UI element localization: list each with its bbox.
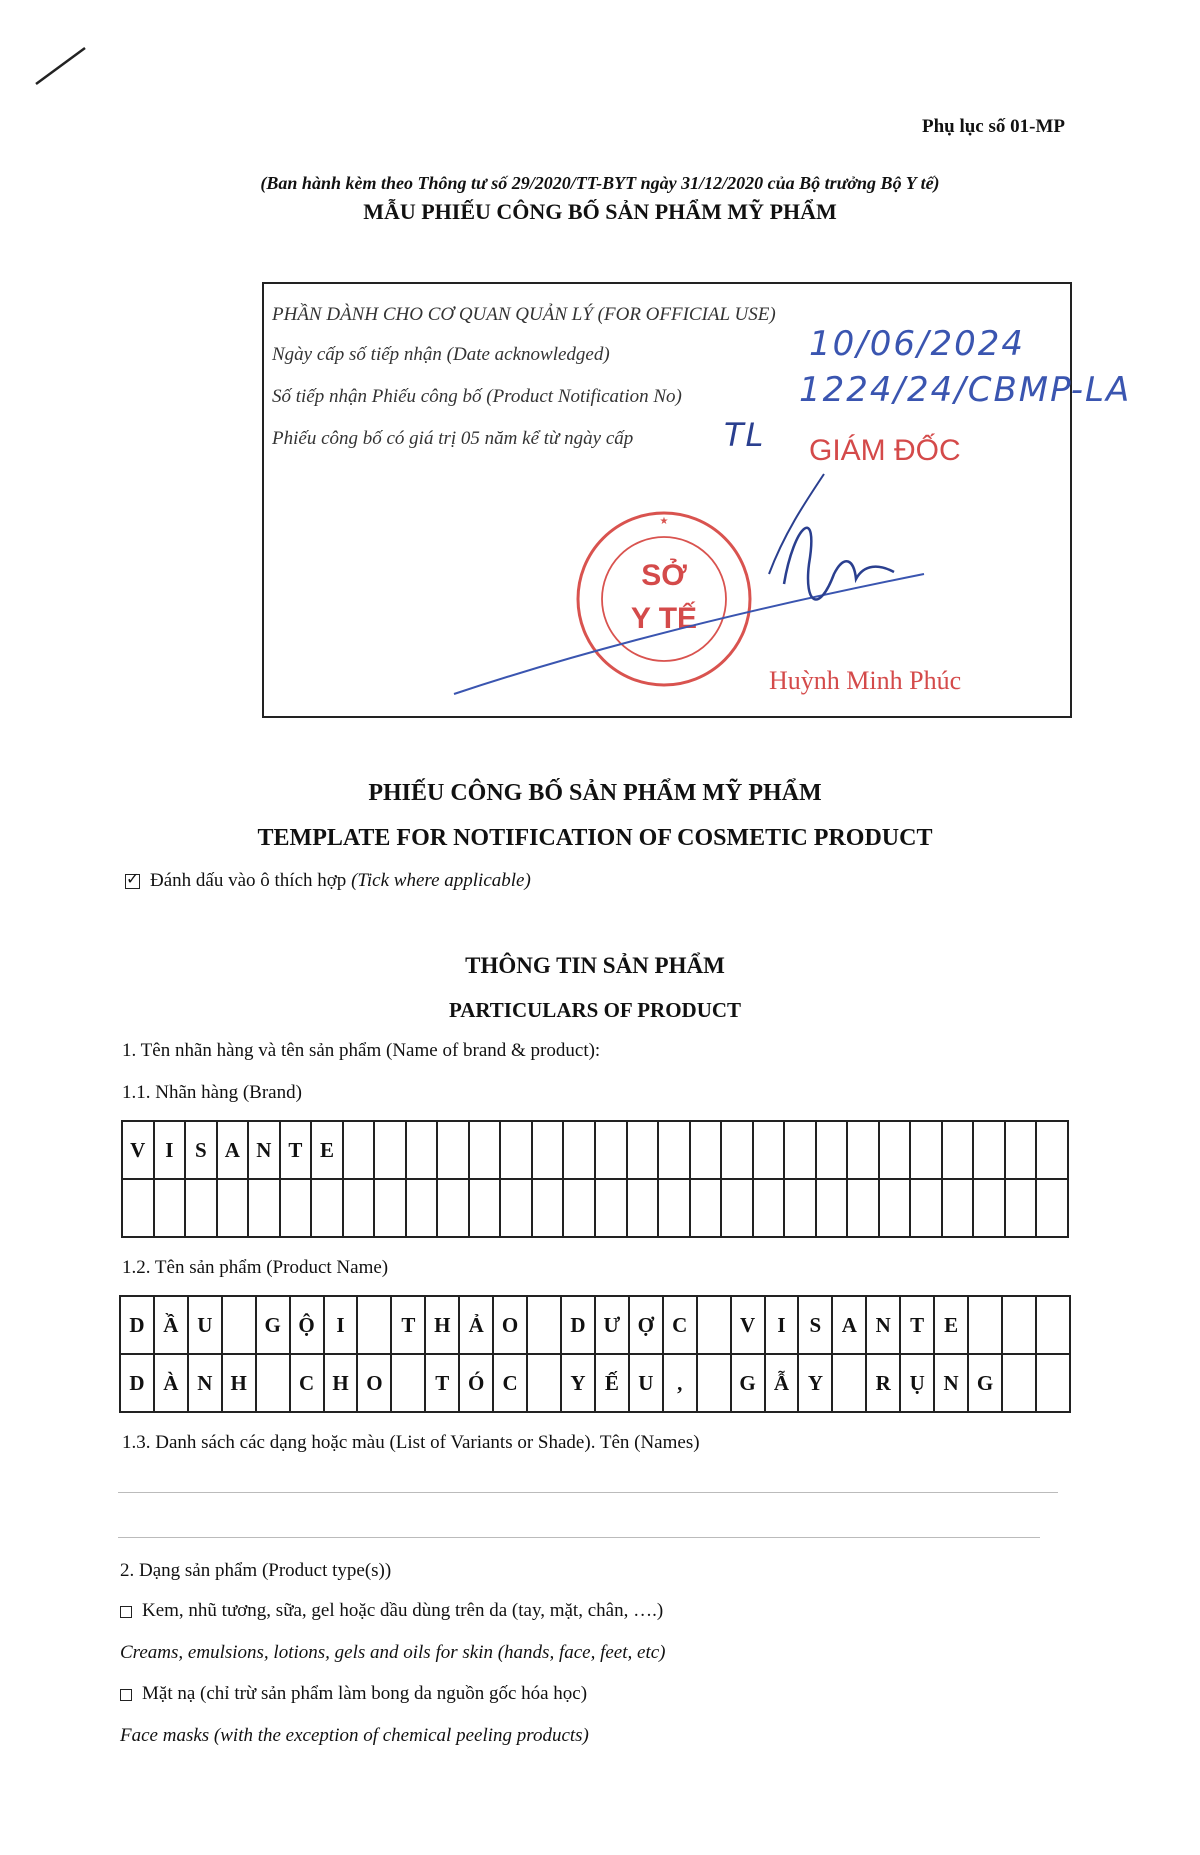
- grid-cell: U: [188, 1296, 222, 1354]
- signer-name: Huỳnh Minh Phúc: [769, 666, 962, 695]
- grid-cell: [784, 1179, 816, 1237]
- grid-cell: [1036, 1121, 1068, 1179]
- grid-cell: H: [425, 1296, 459, 1354]
- grid-cell: [721, 1121, 753, 1179]
- grid-cell: S: [185, 1121, 217, 1179]
- option-2-vn: Mặt nạ (chỉ trừ sản phẩm làm bong da nguồn gốc hóa học): [142, 1683, 588, 1704]
- grid-cell: A: [832, 1296, 866, 1354]
- tick-instruction: [125, 870, 531, 892]
- grid-cell: [753, 1179, 785, 1237]
- grid-cell: [627, 1121, 659, 1179]
- grid-cell: A: [217, 1121, 249, 1179]
- grid-cell: [816, 1121, 848, 1179]
- grid-cell: G: [256, 1296, 290, 1354]
- grid-cell: O: [493, 1296, 527, 1354]
- brand-grid: [121, 1120, 1069, 1238]
- grid-cell: E: [311, 1121, 343, 1179]
- svg-text:★: ★: [659, 516, 669, 527]
- grid-cell: Ợ: [629, 1296, 663, 1354]
- issued-by-note: (Ban hành kèm theo Thông tư số 29/2020/TT-BYT ngày 31/12/2020 của Bộ trưởng Bộ Y tế): [260, 173, 940, 193]
- grid-cell: ,: [663, 1354, 697, 1412]
- grid-cell: C: [663, 1296, 697, 1354]
- grid-cell: [690, 1179, 722, 1237]
- item-1-1-label: 1.1. Nhãn hàng (Brand): [122, 1082, 302, 1103]
- grid-cell: G: [731, 1354, 765, 1412]
- grid-cell: [406, 1121, 438, 1179]
- grid-cell: [658, 1121, 690, 1179]
- grid-cell: Y: [798, 1354, 832, 1412]
- grid-cell: [563, 1121, 595, 1179]
- grid-cell: [527, 1354, 561, 1412]
- main-title-vn: PHIẾU CÔNG BỐ SẢN PHẨM MỸ PHẨM: [368, 780, 822, 806]
- grid-cell: [437, 1179, 469, 1237]
- grid-cell: N: [188, 1354, 222, 1412]
- grid-cell: Ộ: [290, 1296, 324, 1354]
- date-acknowledged-value: 10/06/2024: [809, 324, 1025, 364]
- grid-cell: D: [120, 1354, 154, 1412]
- validity-label: Phiếu công bố có giá trị 05 năm kể từ ngày cấp: [272, 428, 634, 449]
- grid-cell: Y: [561, 1354, 595, 1412]
- initials: TL: [724, 416, 766, 454]
- product-type-option-1: [120, 1600, 663, 1622]
- grid-cell: [910, 1121, 942, 1179]
- grid-cell: À: [154, 1354, 188, 1412]
- date-acknowledged-label: Ngày cấp số tiếp nhận (Date acknowledged): [272, 344, 610, 365]
- grid-cell: [248, 1179, 280, 1237]
- checked-box-icon: [125, 874, 140, 889]
- product-name-grid: [119, 1295, 1071, 1413]
- grid-cell: Ó: [459, 1354, 493, 1412]
- grid-cell: [879, 1121, 911, 1179]
- grid-row: [122, 1179, 1068, 1237]
- grid-cell: [658, 1179, 690, 1237]
- grid-cell: S: [798, 1296, 832, 1354]
- grid-cell: V: [731, 1296, 765, 1354]
- grid-cell: Ư: [595, 1296, 629, 1354]
- tick-instruction-vn: Đánh dấu vào ô thích hợp: [150, 870, 347, 891]
- grid-cell: [406, 1179, 438, 1237]
- grid-cell: [1036, 1179, 1068, 1237]
- grid-cell: [154, 1179, 186, 1237]
- grid-cell: [697, 1296, 731, 1354]
- grid-cell: T: [425, 1354, 459, 1412]
- grid-cell: T: [280, 1121, 312, 1179]
- grid-row: [120, 1354, 1070, 1412]
- grid-row: [122, 1121, 1068, 1179]
- grid-cell: [374, 1121, 406, 1179]
- official-use-box: [262, 282, 1132, 718]
- grid-cell: [832, 1354, 866, 1412]
- grid-cell: [469, 1179, 501, 1237]
- grid-cell: O: [357, 1354, 391, 1412]
- grid-cell: [532, 1121, 564, 1179]
- grid-cell: [968, 1296, 1002, 1354]
- grid-cell: [500, 1179, 532, 1237]
- grid-cell: I: [154, 1121, 186, 1179]
- grid-cell: [1005, 1179, 1037, 1237]
- grid-cell: Ả: [459, 1296, 493, 1354]
- grid-cell: C: [290, 1354, 324, 1412]
- option-1-vn: Kem, nhũ tương, sữa, gel hoặc dầu dùng trên da (tay, mặt, chân, ….): [142, 1600, 664, 1621]
- grid-cell: [311, 1179, 343, 1237]
- variants-line-2: [118, 1537, 1040, 1538]
- grid-cell: [357, 1296, 391, 1354]
- grid-cell: [343, 1179, 375, 1237]
- notification-number-label: Số tiếp nhận Phiếu công bố (Product Notification No): [272, 386, 682, 407]
- grid-cell: [942, 1179, 974, 1237]
- grid-cell: [942, 1121, 974, 1179]
- item-1-3-label: 1.3. Danh sách các dạng hoặc màu (List of Variants or Shade). Tên (Names): [122, 1432, 700, 1453]
- grid-cell: H: [324, 1354, 358, 1412]
- grid-cell: [697, 1354, 731, 1412]
- grid-cell: Ầ: [154, 1296, 188, 1354]
- grid-cell: [721, 1179, 753, 1237]
- grid-cell: N: [866, 1296, 900, 1354]
- unchecked-box-icon[interactable]: [120, 1689, 132, 1701]
- grid-cell: [627, 1179, 659, 1237]
- tick-instruction-en: (Tick where applicable): [351, 870, 531, 891]
- official-heading: PHẦN DÀNH CHO CƠ QUAN QUẢN LÝ (FOR OFFICIAL USE): [272, 304, 776, 325]
- grid-cell: [595, 1179, 627, 1237]
- grid-cell: V: [122, 1121, 154, 1179]
- grid-cell: [1002, 1296, 1036, 1354]
- grid-cell: Ẫ: [765, 1354, 799, 1412]
- grid-cell: [690, 1121, 722, 1179]
- grid-cell: H: [222, 1354, 256, 1412]
- notification-number-value: 1224/24/CBMP-LA: [799, 370, 1132, 410]
- option-2-en: Face masks (with the exception of chemical peeling products): [120, 1725, 589, 1746]
- grid-cell: N: [248, 1121, 280, 1179]
- grid-cell: Ế: [595, 1354, 629, 1412]
- grid-cell: [437, 1121, 469, 1179]
- grid-cell: [374, 1179, 406, 1237]
- seal-text-line-1: SỞ: [641, 559, 687, 592]
- unchecked-box-icon[interactable]: [120, 1606, 132, 1618]
- grid-cell: [595, 1121, 627, 1179]
- grid-cell: [185, 1179, 217, 1237]
- grid-cell: [222, 1296, 256, 1354]
- grid-cell: [1036, 1296, 1070, 1354]
- item-2-label: 2. Dạng sản phẩm (Product type(s)): [120, 1560, 392, 1581]
- grid-cell: [391, 1354, 425, 1412]
- grid-cell: [879, 1179, 911, 1237]
- seal-text-line-2: Y TẾ: [630, 602, 698, 635]
- grid-cell: [280, 1179, 312, 1237]
- grid-cell: N: [934, 1354, 968, 1412]
- pen-mark: [30, 42, 90, 90]
- grid-cell: [973, 1121, 1005, 1179]
- appendix-label: Phụ lục số 01-MP: [921, 116, 1065, 137]
- grid-cell: [1005, 1121, 1037, 1179]
- grid-cell: R: [866, 1354, 900, 1412]
- item-1-label: 1. Tên nhãn hàng và tên sản phẩm (Name of brand & product):: [122, 1040, 601, 1061]
- main-title-en: TEMPLATE FOR NOTIFICATION OF COSMETIC PRODUCT: [257, 825, 933, 851]
- grid-cell: T: [391, 1296, 425, 1354]
- grid-cell: Ụ: [900, 1354, 934, 1412]
- grid-cell: [1036, 1354, 1070, 1412]
- grid-cell: I: [765, 1296, 799, 1354]
- director-title: GIÁM ĐỐC: [809, 434, 961, 467]
- product-type-option-2: [120, 1683, 587, 1705]
- particulars-heading-vn: THÔNG TIN SẢN PHẨM: [465, 953, 725, 978]
- grid-cell: [973, 1179, 1005, 1237]
- grid-cell: [469, 1121, 501, 1179]
- grid-cell: [500, 1121, 532, 1179]
- grid-cell: D: [561, 1296, 595, 1354]
- grid-cell: [217, 1179, 249, 1237]
- option-1-en: Creams, emulsions, lotions, gels and oils for skin (hands, face, feet, etc): [120, 1642, 666, 1663]
- grid-row: [120, 1296, 1070, 1354]
- grid-cell: E: [934, 1296, 968, 1354]
- grid-cell: U: [629, 1354, 663, 1412]
- grid-cell: [343, 1121, 375, 1179]
- grid-cell: [122, 1179, 154, 1237]
- grid-cell: [256, 1354, 290, 1412]
- grid-cell: [816, 1179, 848, 1237]
- form-title: MẪU PHIẾU CÔNG BỐ SẢN PHẨM MỸ PHẨM: [363, 199, 837, 224]
- grid-cell: [532, 1179, 564, 1237]
- grid-cell: [753, 1121, 785, 1179]
- grid-cell: I: [324, 1296, 358, 1354]
- grid-cell: [1002, 1354, 1036, 1412]
- grid-cell: C: [493, 1354, 527, 1412]
- grid-cell: T: [900, 1296, 934, 1354]
- item-1-2-label: 1.2. Tên sản phẩm (Product Name): [122, 1257, 389, 1278]
- grid-cell: [910, 1179, 942, 1237]
- particulars-heading-en: PARTICULARS OF PRODUCT: [448, 998, 742, 1022]
- variants-line-1: [118, 1492, 1058, 1493]
- grid-cell: [527, 1296, 561, 1354]
- grid-cell: D: [120, 1296, 154, 1354]
- grid-cell: [784, 1121, 816, 1179]
- grid-cell: G: [968, 1354, 1002, 1412]
- grid-cell: [847, 1121, 879, 1179]
- grid-cell: [847, 1179, 879, 1237]
- grid-cell: [563, 1179, 595, 1237]
